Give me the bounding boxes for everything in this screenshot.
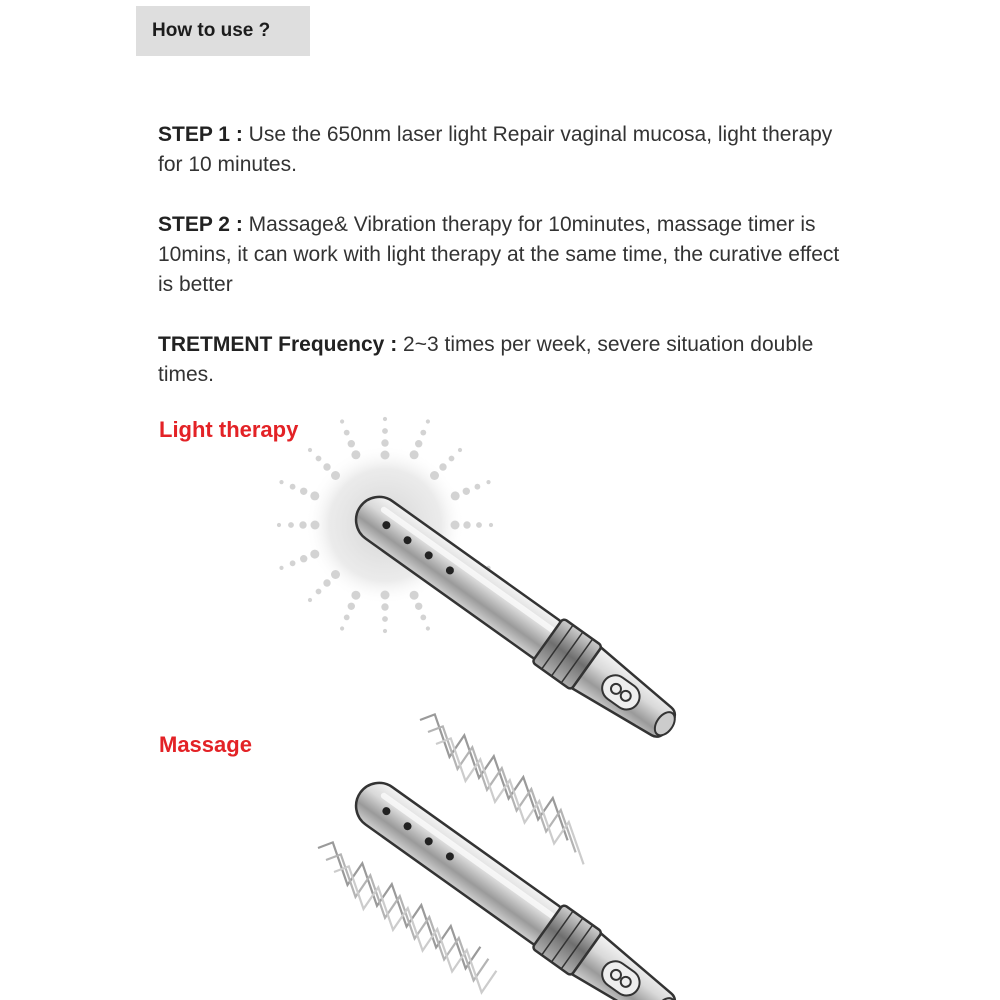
burst-dot — [415, 603, 422, 610]
burst-dot — [316, 456, 322, 462]
burst-dot — [348, 603, 355, 610]
burst-dot — [323, 463, 330, 470]
burst-dot — [279, 480, 283, 484]
burst-dot — [300, 488, 307, 495]
burst-dot — [310, 550, 319, 559]
burst-dot — [300, 555, 307, 562]
burst-dot — [383, 629, 387, 633]
burst-dot — [383, 417, 387, 421]
light-therapy-label: Light therapy — [159, 417, 299, 442]
burst-dot — [331, 570, 340, 579]
burst-dot — [382, 616, 388, 622]
burst-dot — [410, 591, 419, 600]
burst-dot — [290, 484, 296, 490]
burst-dot — [351, 450, 360, 459]
burst-dot — [426, 626, 430, 630]
step-1-text: Use the 650nm laser light Repair vaginal mucosa, light therapy for 10 minutes. — [158, 123, 833, 176]
burst-dot — [351, 591, 360, 600]
burst-dot — [449, 456, 455, 462]
burst-dot — [439, 463, 446, 470]
burst-dot — [311, 521, 320, 530]
burst-dot — [381, 439, 388, 446]
burst-dot — [489, 523, 493, 527]
burst-dot — [290, 560, 296, 566]
frequency-label: TRETMENT Frequency : — [158, 333, 398, 356]
step-2-text: Massage& Vibration therapy for 10minutes, massage timer is 10mins, it can work with light therapy at the same time, the curative effect is better — [158, 213, 840, 296]
burst-dot — [476, 522, 482, 528]
burst-dot — [308, 448, 312, 452]
burst-dot — [279, 566, 283, 570]
burst-dot — [340, 626, 344, 630]
burst-dot — [277, 523, 281, 527]
burst-dot — [475, 484, 481, 490]
burst-dot — [426, 419, 430, 423]
step-1-label: STEP 1 : — [158, 123, 243, 146]
burst-dot — [463, 521, 470, 528]
burst-dot — [348, 440, 355, 447]
massage-label: Massage — [159, 732, 252, 757]
burst-dot — [323, 579, 330, 586]
burst-dot — [486, 480, 490, 484]
burst-dot — [382, 428, 388, 434]
burst-dot — [331, 471, 340, 480]
burst-dot — [310, 491, 319, 500]
massage-device-icon — [345, 771, 687, 1000]
burst-dot — [451, 521, 460, 530]
burst-dot — [381, 603, 388, 610]
light-therapy-device-icon — [345, 485, 687, 751]
burst-dot — [410, 450, 419, 459]
frequency-text: 2~3 times per week, severe situation double times. — [158, 333, 814, 386]
burst-dot — [430, 471, 439, 480]
burst-dot — [308, 598, 312, 602]
burst-dot — [299, 521, 306, 528]
burst-dot — [316, 589, 322, 595]
burst-dot — [420, 430, 426, 436]
burst-dot — [340, 419, 344, 423]
burst-dot — [451, 491, 460, 500]
burst-dot — [344, 430, 350, 436]
burst-dot — [420, 615, 426, 621]
how-to-use-label: How to use ? — [152, 20, 271, 41]
burst-dot — [381, 451, 390, 460]
burst-dot — [458, 448, 462, 452]
step-2-label: STEP 2 : — [158, 213, 243, 236]
burst-dot — [381, 591, 390, 600]
burst-dot — [344, 615, 350, 621]
burst-dot — [288, 522, 294, 528]
burst-dot — [463, 488, 470, 495]
burst-dot — [415, 440, 422, 447]
